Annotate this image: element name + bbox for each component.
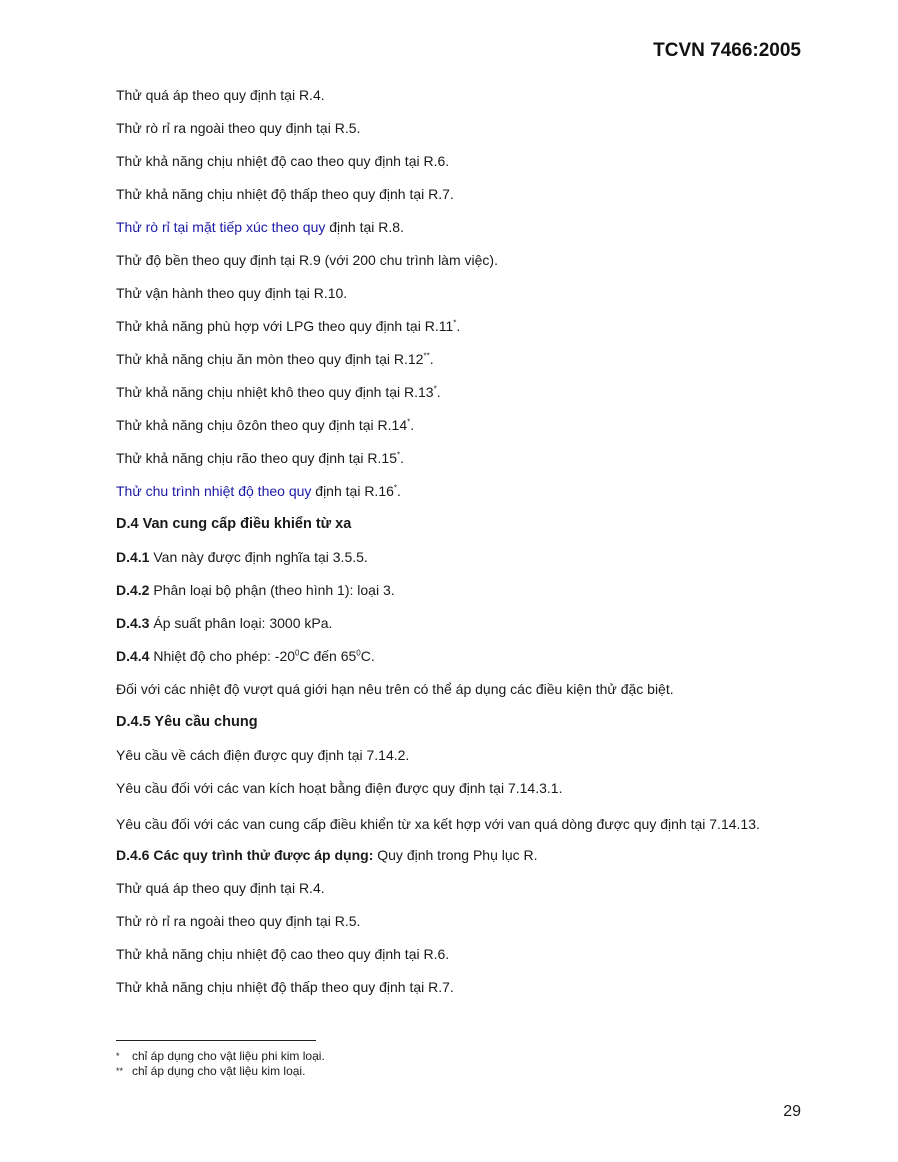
test-item: Thử rò rỉ tại mặt tiếp xúc theo quy định tại R.8. — [116, 219, 404, 235]
footnote: ** chỉ áp dụng cho vật liệu kim loại. — [116, 1064, 306, 1078]
clause: D.4.1 Van này được định nghĩa tại 3.5.5. — [116, 549, 368, 565]
page-number: 29 — [783, 1103, 801, 1120]
footnotes — [116, 1049, 325, 1079]
test-item: Thử khả năng chịu ôzôn theo quy định tại R.14*. — [116, 417, 415, 433]
test-item: Thử khả năng chịu nhiệt độ cao theo quy định tại R.6. — [116, 153, 450, 169]
test-item: Thử khả năng chịu nhiệt độ thấp theo quy định tại R.7. — [116, 186, 454, 202]
highlighted-text: Thử chu trình nhiệt độ theo quy — [116, 483, 312, 499]
clause: D.4.4 Nhiệt độ cho phép: $-20^0C$ đến $65^0C$. — [116, 648, 375, 664]
test-item: Thử rò rỉ ra ngoài theo quy định tại R.5. — [116, 913, 361, 929]
paragraph: Yêu cầu đối với các van kích hoạt bằng điện được quy định tại 7.14.3.1. — [116, 780, 563, 796]
section-heading: D.4 Van cung cấp điều khiển từ xa — [116, 516, 352, 532]
test-item: Thử rò rỉ ra ngoài theo quy định tại R.5. — [116, 120, 361, 136]
page-body — [116, 86, 802, 1011]
paragraph: Đối với các nhiệt độ vượt quá giới hạn nêu trên có thể áp dụng các điều kiện thử đặc biệt. — [116, 681, 674, 697]
clause-number: D.4.1 — [116, 549, 150, 565]
footnote-ref: * — [393, 483, 398, 493]
footnote-ref: ** — [423, 351, 430, 361]
test-item: Thử quá áp theo quy định tại R.4. — [116, 880, 325, 896]
clause-number: D.4.2 — [116, 582, 150, 598]
test-item: Thử vận hành theo quy định tại R.10. — [116, 285, 348, 301]
test-item: Thử độ bền theo quy định tại R.9 (với 200 chu trình làm việc). — [116, 252, 498, 268]
clause-number: D.4.4 — [116, 648, 150, 664]
test-item: Thử khả năng chịu nhiệt độ cao theo quy định tại R.6. — [116, 946, 450, 962]
subsection-heading: D.4.6 Các quy trình thử được áp dụng: — [116, 847, 374, 863]
test-item: Thử chu trình nhiệt độ theo quy định tại R.16*. — [116, 483, 401, 499]
footnote-ref: * — [407, 417, 411, 427]
clause: D.4.6 Các quy trình thử được áp dụng: Quy định trong Phụ lục R. — [116, 847, 538, 863]
clause-number: D.4.3 — [116, 615, 150, 631]
clause: D.4.2 Phân loại bộ phận (theo hình 1): loại 3. — [116, 582, 395, 598]
test-item: Thử quá áp theo quy định tại R.4. — [116, 87, 325, 103]
footnote-mark: ** — [116, 1066, 124, 1076]
footnote-ref: * — [453, 318, 457, 328]
test-item: Thử khả năng chịu nhiệt độ thấp theo quy định tại R.7. — [116, 979, 454, 995]
footnote-ref: * — [433, 384, 437, 394]
standard-code-header: TCVN 7466:2005 — [653, 40, 801, 61]
footnote-mark: * — [116, 1051, 120, 1061]
test-item: Thử khả năng chịu nhiệt khô theo quy định tại R.13*. — [116, 384, 441, 400]
test-item: Thử khả năng phù hợp với LPG theo quy định tại R.11*. — [116, 318, 461, 334]
test-item: Thử khả năng chịu rão theo quy định tại R.15*. — [116, 450, 405, 466]
subsection-heading: D.4.5 Yêu cầu chung — [116, 714, 258, 730]
test-item: Thử khả năng chịu ăn mòn theo quy định tại R.12**. — [116, 351, 434, 367]
paragraph: Yêu cầu về cách điện được quy định tại 7.14.2. — [116, 747, 410, 763]
footnote-divider — [116, 1040, 316, 1041]
footnote: * chỉ áp dụng cho vật liệu phi kim loại. — [116, 1049, 325, 1063]
clause: D.4.3 Áp suất phân loại: 3000 kPa. — [116, 615, 333, 631]
highlighted-text: Thử rò rỉ tại mặt tiếp xúc theo quy — [116, 219, 326, 235]
paragraph: Yêu cầu đối với các van cung cấp điều khiển từ xa kết hợp với van quá dòng được quy định tại 7.14.13. — [116, 816, 760, 832]
footnote-ref: * — [397, 450, 401, 460]
